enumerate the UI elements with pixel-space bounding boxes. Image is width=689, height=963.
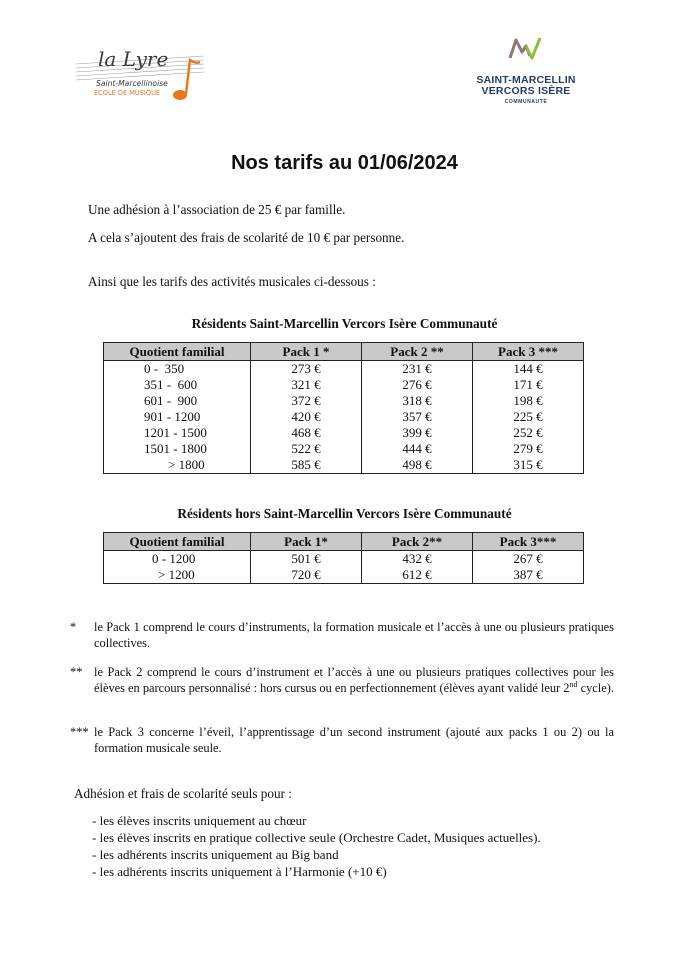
page-title: Nos tarifs au 01/06/2024	[231, 152, 458, 174]
cell-pack3: 279 €	[473, 441, 584, 457]
cell-pack1: 585 €	[251, 457, 362, 474]
cell-pack2: 432 €	[362, 551, 473, 568]
cell-pack2: 498 €	[362, 457, 473, 474]
header-pack2: Pack 2 **	[362, 343, 473, 361]
table-header-row	[104, 343, 584, 361]
lyre-logo-graphic	[76, 42, 206, 110]
cell-pack1: 501 €	[251, 551, 362, 568]
table-row	[104, 441, 584, 457]
cell-pack3: 252 €	[473, 425, 584, 441]
cell-quotient: 0 - 350	[104, 361, 251, 378]
table2-title: Résidents hors Saint-Marcellin Vercors Isère Communauté	[177, 506, 512, 521]
cell-pack1: 372 €	[251, 393, 362, 409]
cell-quotient: 601 - 900	[104, 393, 251, 409]
smvic-logo-line2: VERCORS ISÈRE	[481, 85, 571, 97]
cell-pack1: 522 €	[251, 441, 362, 457]
footnote-text	[94, 664, 614, 696]
cell-quotient: 901 - 1200	[104, 409, 251, 425]
table-header-row	[104, 533, 584, 551]
table-row	[104, 377, 584, 393]
tarif-table-residents	[103, 342, 584, 474]
cell-pack1: 321 €	[251, 377, 362, 393]
table1-title: Résidents Saint-Marcellin Vercors Isère Communauté	[191, 316, 498, 331]
smvic-logo-line3: COMMUNAUTÉ	[504, 99, 548, 105]
list-item: - les élèves inscrits en pratique collective seule (Orchestre Cadet, Musiques actuelles).	[92, 830, 541, 845]
footnote-text: le Pack 1 comprend le cours d’instruments, la formation musicale et l’accès à une ou plusieurs pratiques collectives.	[94, 620, 614, 650]
cell-pack2: 276 €	[362, 377, 473, 393]
lyre-logo-name: la Lyre	[98, 47, 169, 71]
footnote-sup: nd	[569, 679, 578, 689]
cell-pack2: 444 €	[362, 441, 473, 457]
footnote-mark: ***	[70, 725, 89, 739]
header-pack3: Pack 3***	[473, 533, 584, 551]
cell-pack1: 720 €	[251, 567, 362, 584]
table-row	[104, 393, 584, 409]
cell-pack1: 468 €	[251, 425, 362, 441]
table-row	[104, 361, 584, 378]
list-item: - les adhérents inscrits uniquement au Big band	[92, 847, 339, 862]
cell-pack3: 315 €	[473, 457, 584, 474]
cell-pack3: 387 €	[473, 567, 584, 584]
cell-pack3: 171 €	[473, 377, 584, 393]
cell-pack1: 273 €	[251, 361, 362, 378]
cell-quotient: > 1200	[104, 567, 251, 584]
table-row	[104, 457, 584, 474]
cell-pack2: 399 €	[362, 425, 473, 441]
cell-quotient: 1501 - 1800	[104, 441, 251, 457]
table-row	[104, 567, 584, 584]
cell-quotient: 351 - 600	[104, 377, 251, 393]
footnote-text-part: cycle).	[577, 681, 614, 695]
cell-quotient: > 1800	[104, 457, 251, 474]
header-pack3: Pack 3 ***	[473, 343, 584, 361]
footnote-mark: **	[70, 665, 83, 679]
intro-membership: Une adhésion à l’association de 25 € par famille.	[88, 202, 346, 217]
table-row	[104, 551, 584, 568]
cell-pack2: 231 €	[362, 361, 473, 378]
smvic-logo-line1: SAINT-MARCELLIN	[476, 74, 576, 86]
footnote-text-part: le Pack 2 comprend le cours d’instrument et l’accès à une ou plusieurs pratiques collectives pour les élèves en parcours personnalisé : hors cursus ou en perfectionnement (élèves ayant validé leur 2	[94, 665, 614, 695]
footnote-mark: *	[70, 620, 77, 634]
cell-pack2: 612 €	[362, 567, 473, 584]
cell-pack3: 144 €	[473, 361, 584, 378]
intro-activities: Ainsi que les tarifs des activités musicales ci-dessous :	[88, 274, 376, 289]
cell-pack3: 225 €	[473, 409, 584, 425]
header-pack1: Pack 1*	[251, 533, 362, 551]
cell-pack2: 318 €	[362, 393, 473, 409]
outro-title: Adhésion et frais de scolarité seuls pour :	[74, 786, 292, 801]
header-quotient: Quotient familial	[104, 533, 251, 551]
cell-pack1: 420 €	[251, 409, 362, 425]
smvic-logo	[466, 32, 586, 112]
lyre-logo-sub1: Saint-Marcellinoise	[96, 79, 168, 88]
list-item: - les élèves inscrits uniquement au chœur	[92, 813, 307, 828]
header-pack2: Pack 2**	[362, 533, 473, 551]
cell-quotient: 1201 - 1500	[104, 425, 251, 441]
list-item: - les adhérents inscrits uniquement à l’Harmonie (+10 €)	[92, 864, 387, 879]
mountain-icon	[466, 32, 586, 72]
intro-fees: A cela s’ajoutent des frais de scolarité de 10 € par personne.	[88, 230, 405, 245]
table-row	[104, 425, 584, 441]
footnote-text: le Pack 3 concerne l’éveil, l’apprentissage d’un second instrument (ajouté aux packs 1 ou 2) ou la formation musicale seule.	[94, 725, 614, 755]
tarif-table-non-residents	[103, 532, 584, 584]
table-row	[104, 409, 584, 425]
lyre-logo	[76, 42, 206, 110]
cell-pack3: 198 €	[473, 393, 584, 409]
cell-pack2: 357 €	[362, 409, 473, 425]
header-quotient: Quotient familial	[104, 343, 251, 361]
cell-pack3: 267 €	[473, 551, 584, 568]
lyre-logo-sub2: ECOLE DE MUSIQUE	[94, 89, 161, 97]
header-pack1: Pack 1 *	[251, 343, 362, 361]
cell-quotient: 0 - 1200	[104, 551, 251, 568]
